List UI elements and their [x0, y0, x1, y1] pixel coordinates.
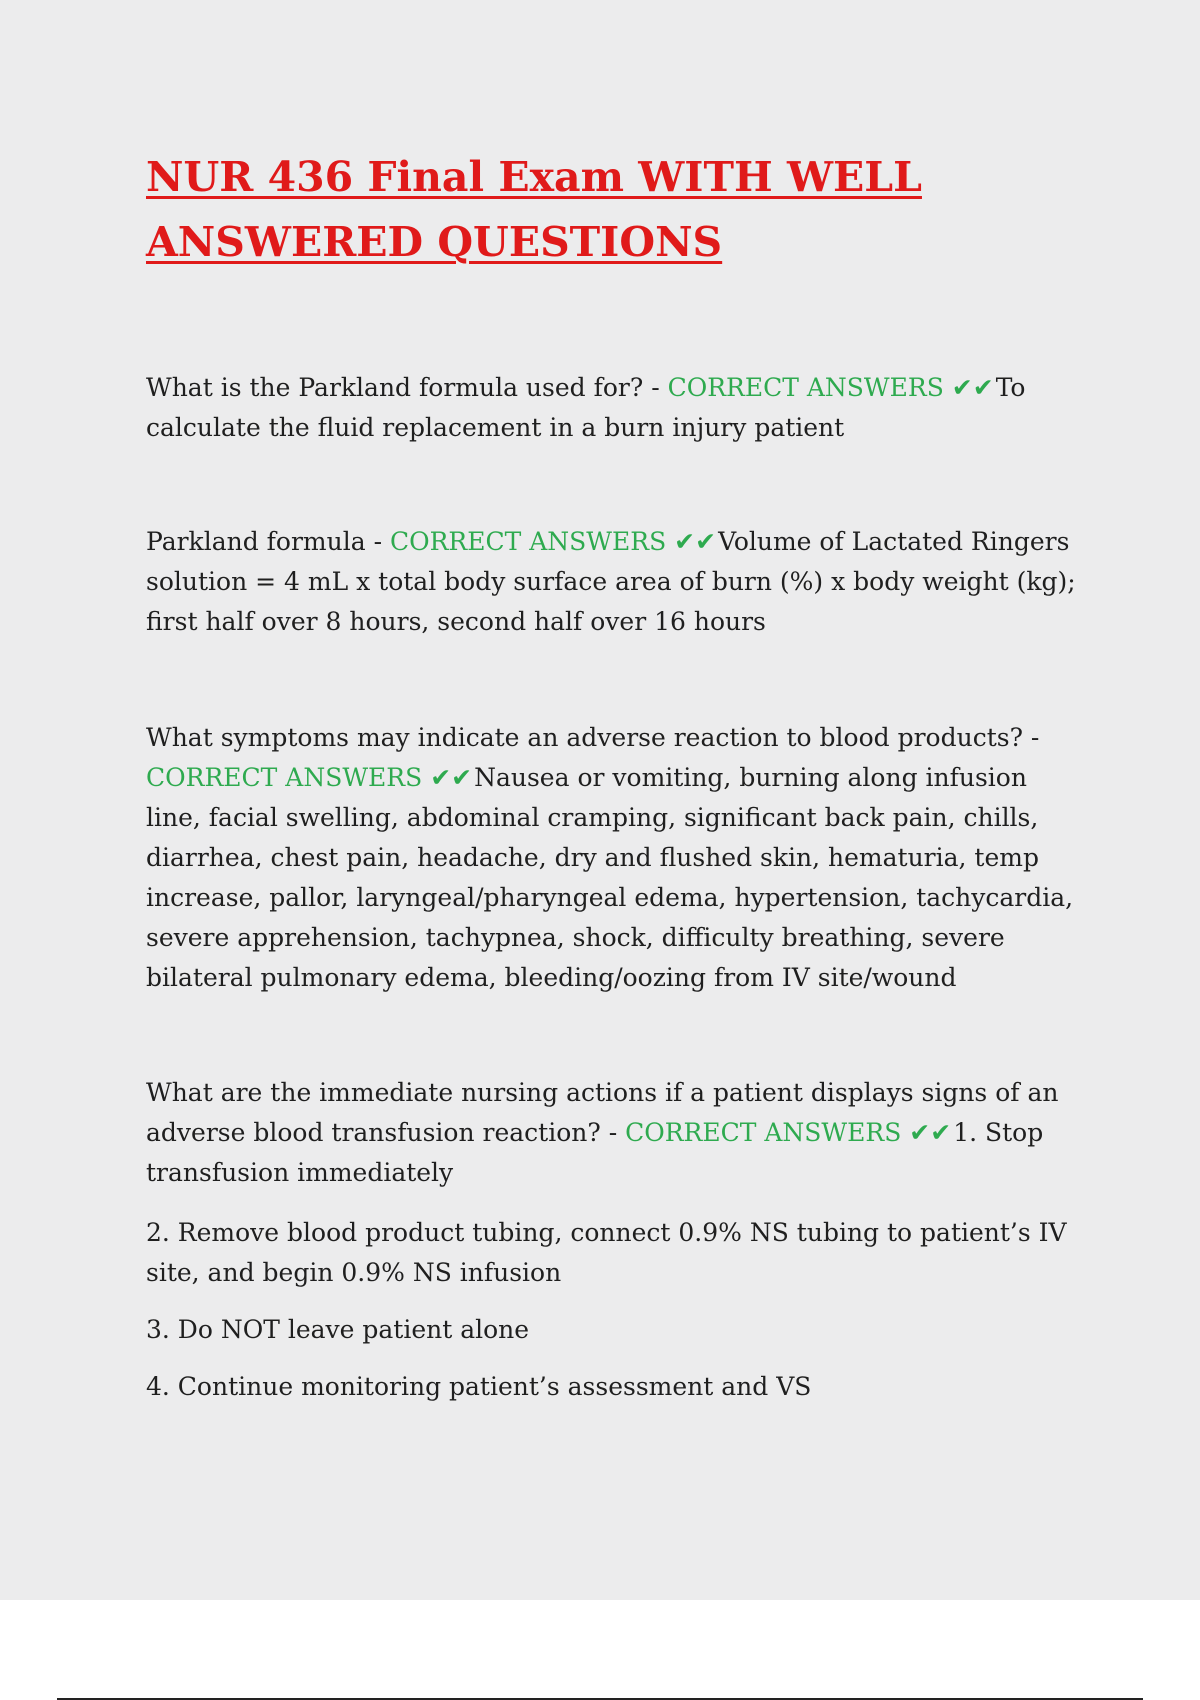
- correct-answers-label: CORRECT ANSWERS: [625, 1118, 902, 1147]
- answer-text: 1. Stop transfusion immediately: [146, 1118, 1044, 1187]
- double-check-icon: ✔✔: [674, 527, 717, 556]
- correct-answers-label: CORRECT ANSWERS: [146, 763, 423, 792]
- qa-item-parkland-use: [146, 368, 1086, 448]
- nursing-action-step-2: 2. Remove blood product tubing, connect 0.9% NS tubing to patient’s IV site, and begin 0.9% NS infusion: [146, 1218, 1067, 1287]
- question-text: What symptoms may indicate an adverse reaction to blood products? -: [146, 723, 1040, 752]
- qa-item-immediate-nursing-actions: [146, 1073, 1086, 1193]
- question-text: What are the immediate nursing actions if a patient displays signs of an adverse blood transfusion reaction? -: [146, 1078, 1059, 1147]
- answer-text: Volume of Lactated Ringers solution = 4 mL x total body surface area of burn (%) x body weight (kg); first half over 8 hours, second half over 16 hours: [146, 527, 1076, 636]
- correct-answers-label: CORRECT ANSWERS: [389, 527, 667, 556]
- double-check-icon: ✔✔: [909, 1118, 952, 1147]
- double-check-icon: ✔✔: [430, 763, 473, 792]
- answer-text: To calculate the fluid replacement in a burn injury patient: [146, 373, 1026, 442]
- nursing-action-step-4: 4. Continue monitoring patient’s assessment and VS: [146, 1372, 812, 1401]
- correct-answers-label: CORRECT ANSWERS: [667, 373, 944, 402]
- double-check-icon: ✔✔: [951, 373, 994, 402]
- answer-text: Nausea or vomiting, burning along infusion line, facial swelling, abdominal cramping, significant back pain, chills, diarrhea, chest pain, headache, dry and flushed skin, hematuria, temp increase, pallor, laryngeal/pharyngeal edema, hypertension, tachycardia, severe apprehension, tachypnea, shock, difficulty breathing, severe bilateral pulmonary edema, bleeding/oozing from IV site/wound: [146, 763, 1074, 992]
- question-text: What is the Parkland formula used for? -: [146, 373, 668, 402]
- qa-item-parkland-formula: [146, 522, 1086, 642]
- nursing-action-step-3: 3. Do NOT leave patient alone: [146, 1315, 530, 1344]
- document-title: NUR 436 Final Exam WITH WELL ANSWERED QUESTIONS: [146, 153, 922, 266]
- qa-item-adverse-reaction-symptoms: [146, 718, 1086, 998]
- question-text: Parkland formula -: [146, 527, 390, 556]
